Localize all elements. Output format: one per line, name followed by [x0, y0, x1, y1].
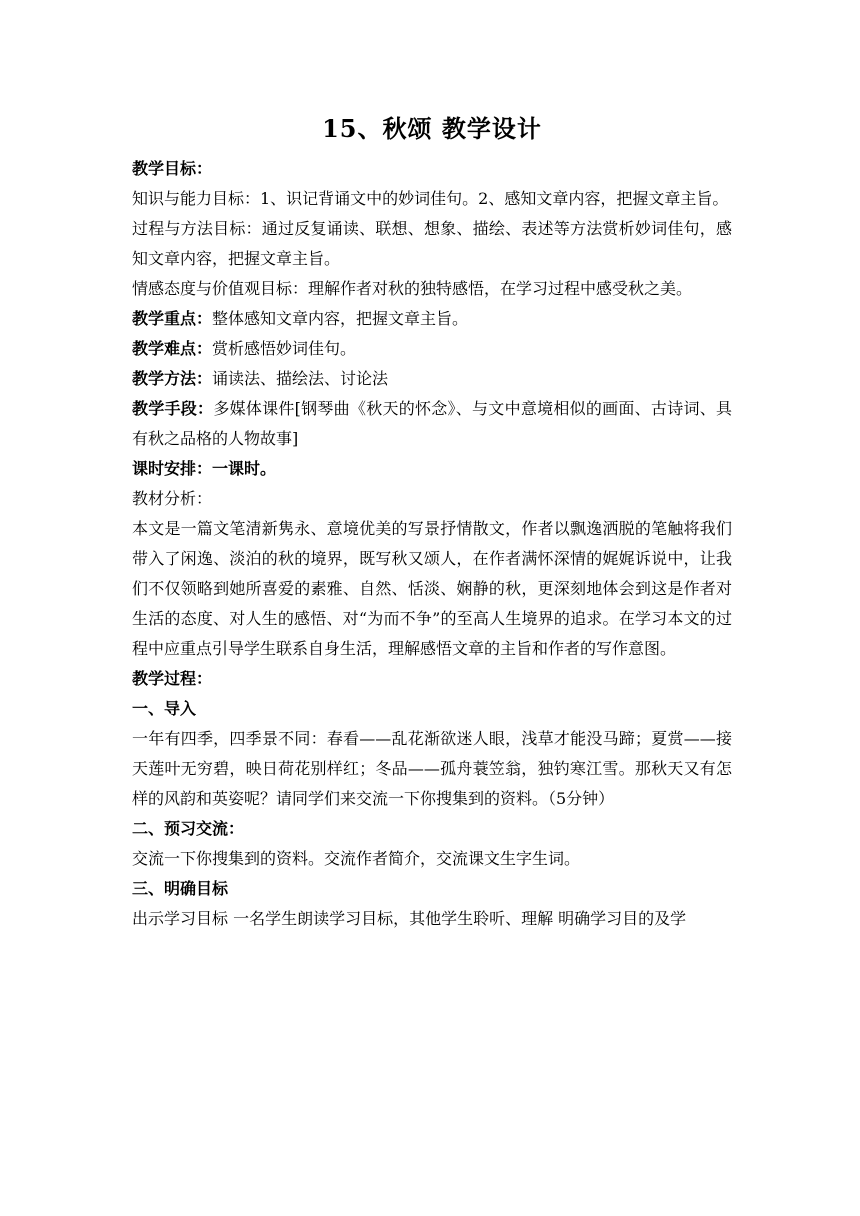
method-paragraph [132, 364, 732, 394]
section-1-heading: 一、导入 [132, 699, 197, 718]
key-point-paragraph [132, 304, 732, 334]
goal-emotion: 情感态度与价值观目标：理解作者对秋的独特感悟，在学习过程中感受秋之美。 [132, 279, 693, 298]
document-page [132, 112, 732, 934]
means-label: 教学手段： [132, 399, 214, 418]
means-text: 多媒体课件[钢琴曲《秋天的怀念》、与文中意境相似的画面、古诗词、具有秋之品格的人物故事] [132, 399, 732, 448]
section-2-heading: 二、预习交流： [132, 819, 245, 838]
difficulty-text: 赏析感悟妙词佳句。 [212, 339, 357, 358]
means-paragraph [132, 394, 732, 454]
section-2-text: 交流一下你搜集到的资料。交流作者简介，交流课文生字生词。 [132, 849, 581, 868]
key-point-label: 教学重点： [132, 309, 213, 328]
process-heading: 教学过程： [132, 669, 213, 688]
difficulty-paragraph [132, 334, 732, 364]
analysis-text: 本文是一篇文笔清新隽永、意境优美的写景抒情散文，作者以飘逸洒脱的笔触将我们带入了闲逸、淡泊的秋的境界，既写秋又颂人，在作者满怀深情的娓娓诉说中，让我们不仅领略到她所喜爱的素雅、自然、恬淡、娴静的秋，更深刻地体会到这是作者对生活的态度、对人生的感悟、对“为而不争”的至高人生境界的追求。在学习本文的过程中应重点引导学生联系自身生活，理解感悟文章的主旨和作者的写作意图。 [132, 519, 732, 658]
section-3-heading: 三、明确目标 [132, 879, 229, 898]
method-text: 诵读法、描绘法、讨论法 [212, 369, 389, 388]
difficulty-label: 教学难点： [132, 339, 213, 358]
goal-knowledge: 知识与能力目标：1、识记背诵文中的妙词佳句。2、感知文章内容，把握文章主旨。 [132, 189, 729, 208]
document-title: 15、秋颂 教学设计 [322, 114, 542, 143]
goal-process: 过程与方法目标：通过反复诵读、联想、想象、描绘、表述等方法赏析妙词佳句，感知文章内容，把握文章主旨。 [132, 219, 732, 268]
section-1-text: 一年有四季，四季景不同：春看——乱花渐欲迷人眼，浅草才能没马蹄；夏赏——接天莲叶无穷碧，映日荷花别样红；冬品——孤舟蓑笠翁，独钓寒江雪。那秋天又有怎样的风韵和英姿呢？请同学们来交流一下你搜集到的资料。（5分钟） [132, 729, 732, 808]
goals-heading: 教学目标： [132, 159, 213, 178]
key-point-text: 整体感知文章内容，把握文章主旨。 [212, 309, 469, 328]
section-3-text: 出示学习目标 一名学生朗读学习目标，其他学生聆听、理解 明确学习目的及学 [132, 909, 687, 928]
analysis-heading: 教材分析： [132, 489, 213, 508]
schedule: 课时安排：一课时。 [132, 459, 277, 478]
method-label: 教学方法： [132, 369, 213, 388]
